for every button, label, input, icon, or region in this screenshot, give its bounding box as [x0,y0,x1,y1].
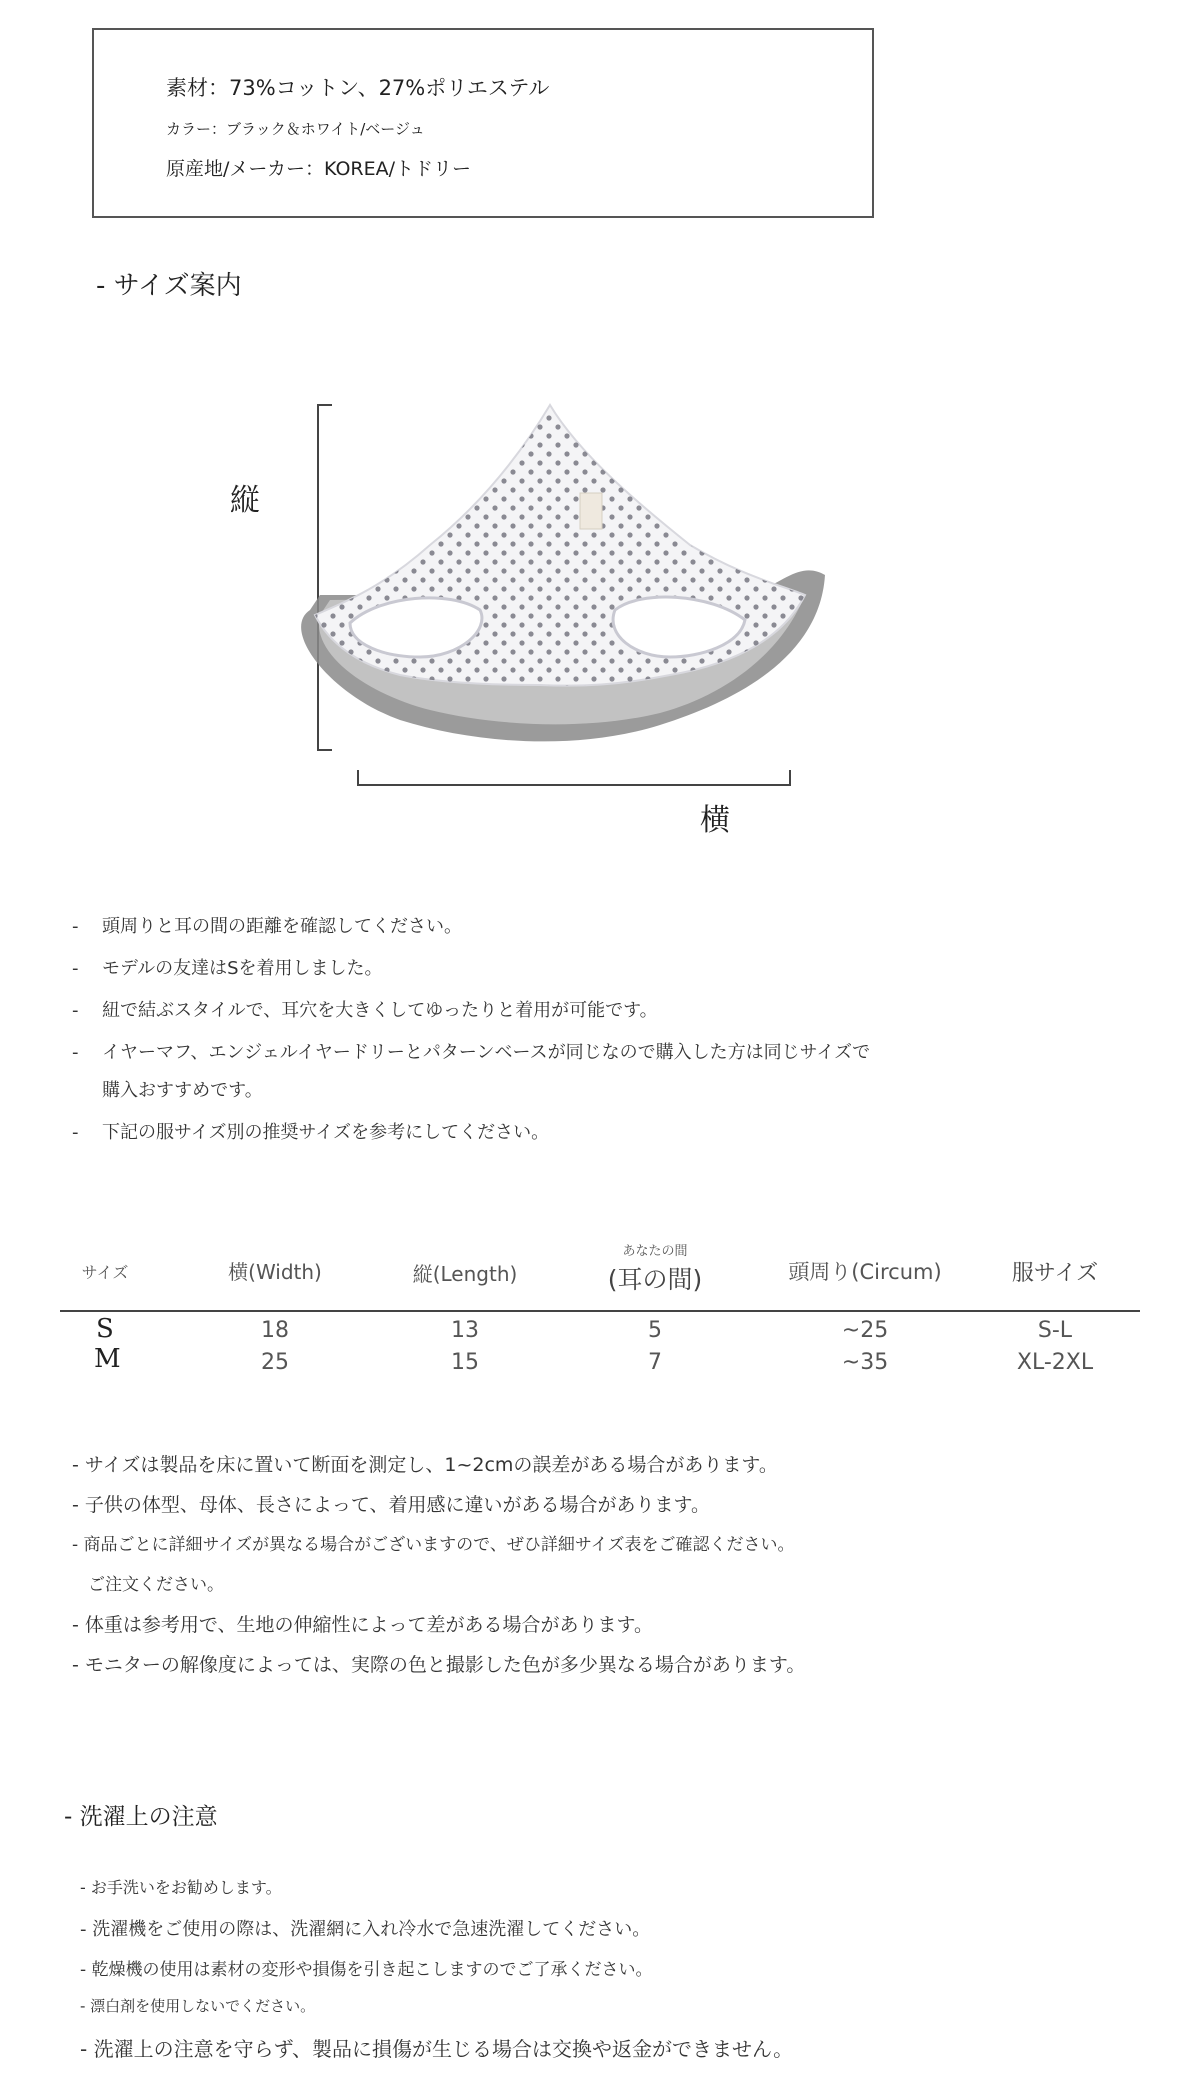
horizontal-label: 横 [700,803,730,838]
list-item: - イヤーマフ、エンジェルイヤードリーとパターンベースが同じなので購入した方は同じサイズで [72,1042,871,1063]
product-info-box [92,28,874,218]
header-size: サイズ [81,1263,129,1282]
list-item: - 頭周りと耳の間の距離を確認してください。 [72,916,462,937]
list-item: - 漂白剤を使用しないでください。 [80,1997,316,2015]
row-s-ear: 5 [648,1318,662,1343]
color-text: カラー：ブラック＆ホワイト/ベージュ [166,120,425,138]
list-item: - 商品ごとに詳細サイズが異なる場合がございますので、ぜひ詳細サイズ表をご確認ください。 [72,1535,795,1555]
vertical-label: 縦 [230,483,260,518]
row-m-ear: 7 [648,1350,662,1375]
table-divider [60,1310,1140,1312]
list-item: - 洗濯上の注意を守らず、製品に損傷が生じる場合は交換や返金ができません。 [80,2037,794,2061]
list-item: - 体重は参考用で、生地の伸縮性によって差がある場合があります。 [72,1614,653,1636]
mask-illustration [220,395,860,855]
list-item: - 乾燥機の使用は素材の変形や損傷を引き起こしますのでご了承ください。 [80,1960,653,1980]
header-clothes: 服サイズ [1011,1261,1099,1286]
list-item: - 子供の体型、母体、長さによって、着用感に違いがある場合があります。 [72,1494,710,1516]
header-circum: 頭周り(Circum) [788,1260,942,1284]
row-s-width: 18 [261,1318,289,1343]
row-s-circum: ~25 [841,1318,889,1343]
list-item: - 洗濯機をご使用の際は、洗濯網に入れ冷水で急速洗濯してください。 [80,1919,651,1940]
list-item-continuation: 購入おすすめです。 [102,1080,263,1101]
measurement-notes [0,1450,1179,1690]
row-m-length: 15 [451,1350,479,1375]
row-s-size: S [96,1314,114,1344]
header-ear-small: あなたの間 [622,1244,688,1259]
list-item-continuation: ご注文ください。 [88,1575,224,1595]
material-text: 素材：73%コットン、27%ポリエステル [166,76,550,100]
list-item: - 下記の服サイズ別の推奨サイズを参考にしてください。 [72,1122,550,1143]
header-length: 縦(Length) [412,1262,518,1286]
row-s-length: 13 [451,1318,479,1343]
header-ear: (耳の間) [607,1265,703,1294]
list-item: - モニターの解像度によっては、実際の色と撮影した色が多少異なる場合があります。 [72,1654,806,1676]
list-item: - 紐で結ぶスタイルで、耳穴を大きくしてゆったりと着用が可能です。 [72,1000,658,1021]
origin-text: 原産地/メーカー：KOREA/トドリー [166,158,472,180]
list-item: - お手洗いをお勧めします。 [80,1878,282,1897]
row-m-width: 25 [261,1350,289,1375]
washing-notes [0,1875,1179,2090]
header-width: 横(Width) [228,1260,322,1284]
row-m-size: M [94,1344,121,1374]
row-m-clothes: XL-2XL [1016,1350,1094,1375]
row-s-clothes: S-L [1037,1318,1073,1343]
list-item: - サイズは製品を床に置いて断面を測定し、1~2cmの誤差がある場合があります。 [72,1454,778,1476]
washing-title: - 洗濯上の注意 [64,1804,218,1830]
product-size-diagram [220,395,860,855]
row-m-circum: ~35 [841,1350,889,1375]
size-guide-title: - サイズ案内 [96,271,242,301]
list-item: - モデルの友達はSを着用しました。 [72,958,383,979]
